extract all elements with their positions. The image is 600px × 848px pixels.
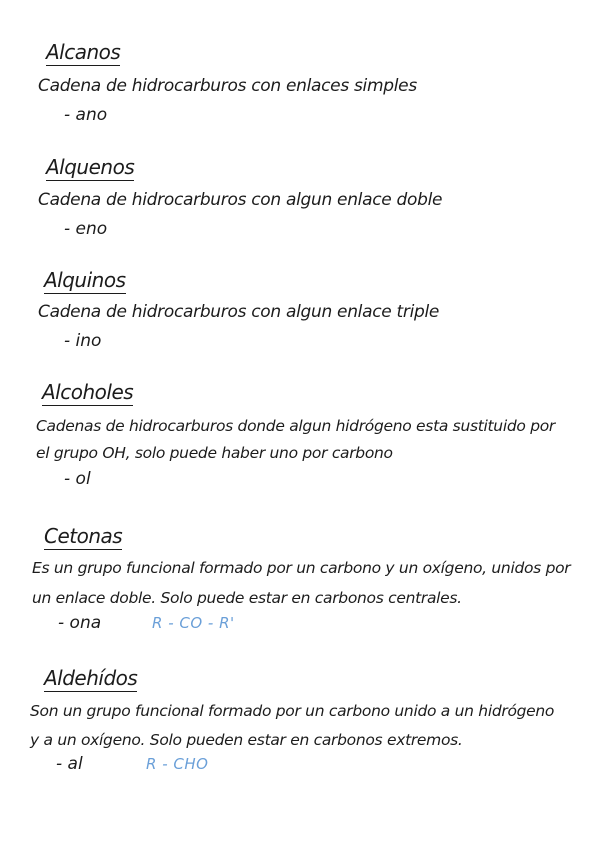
- heading-cetonas: Cetonas: [44, 524, 123, 548]
- description-line: Cadena de hidrocarburos con algun enlace doble: [38, 190, 443, 210]
- suffix: - al: [56, 754, 83, 774]
- formula: R - CHO: [146, 755, 209, 773]
- description-line: Cadena de hidrocarburos con algun enlace triple: [38, 302, 440, 322]
- heading-aldehidos: Aldehídos: [44, 666, 138, 690]
- suffix: - eno: [64, 219, 108, 239]
- heading-alcanos: Alcanos: [46, 40, 121, 64]
- description-line: Cadenas de hidrocarburos donde algun hidrógeno esta sustituido por: [36, 417, 555, 435]
- description-line: Cadena de hidrocarburos con enlaces simples: [38, 76, 417, 96]
- formula: R - CO - R': [152, 614, 235, 632]
- heading-alquenos: Alquenos: [46, 155, 135, 179]
- suffix: - ona: [58, 613, 102, 633]
- heading-alquinos: Alquinos: [44, 268, 126, 292]
- description-line: un enlace doble. Solo puede estar en carbonos centrales.: [32, 589, 462, 607]
- suffix: - ol: [64, 469, 91, 489]
- description-line: Es un grupo funcional formado por un carbono y un oxígeno, unidos por: [32, 559, 571, 577]
- suffix: - ino: [64, 331, 102, 351]
- suffix: - ano: [64, 105, 108, 125]
- description-line: y a un oxígeno. Solo pueden estar en carbonos extremos.: [30, 731, 463, 749]
- heading-alcoholes: Alcoholes: [42, 380, 134, 404]
- description-line: el grupo OH, solo puede haber uno por carbono: [36, 444, 393, 462]
- description-line: Son un grupo funcional formado por un carbono unido a un hidrógeno: [30, 702, 555, 720]
